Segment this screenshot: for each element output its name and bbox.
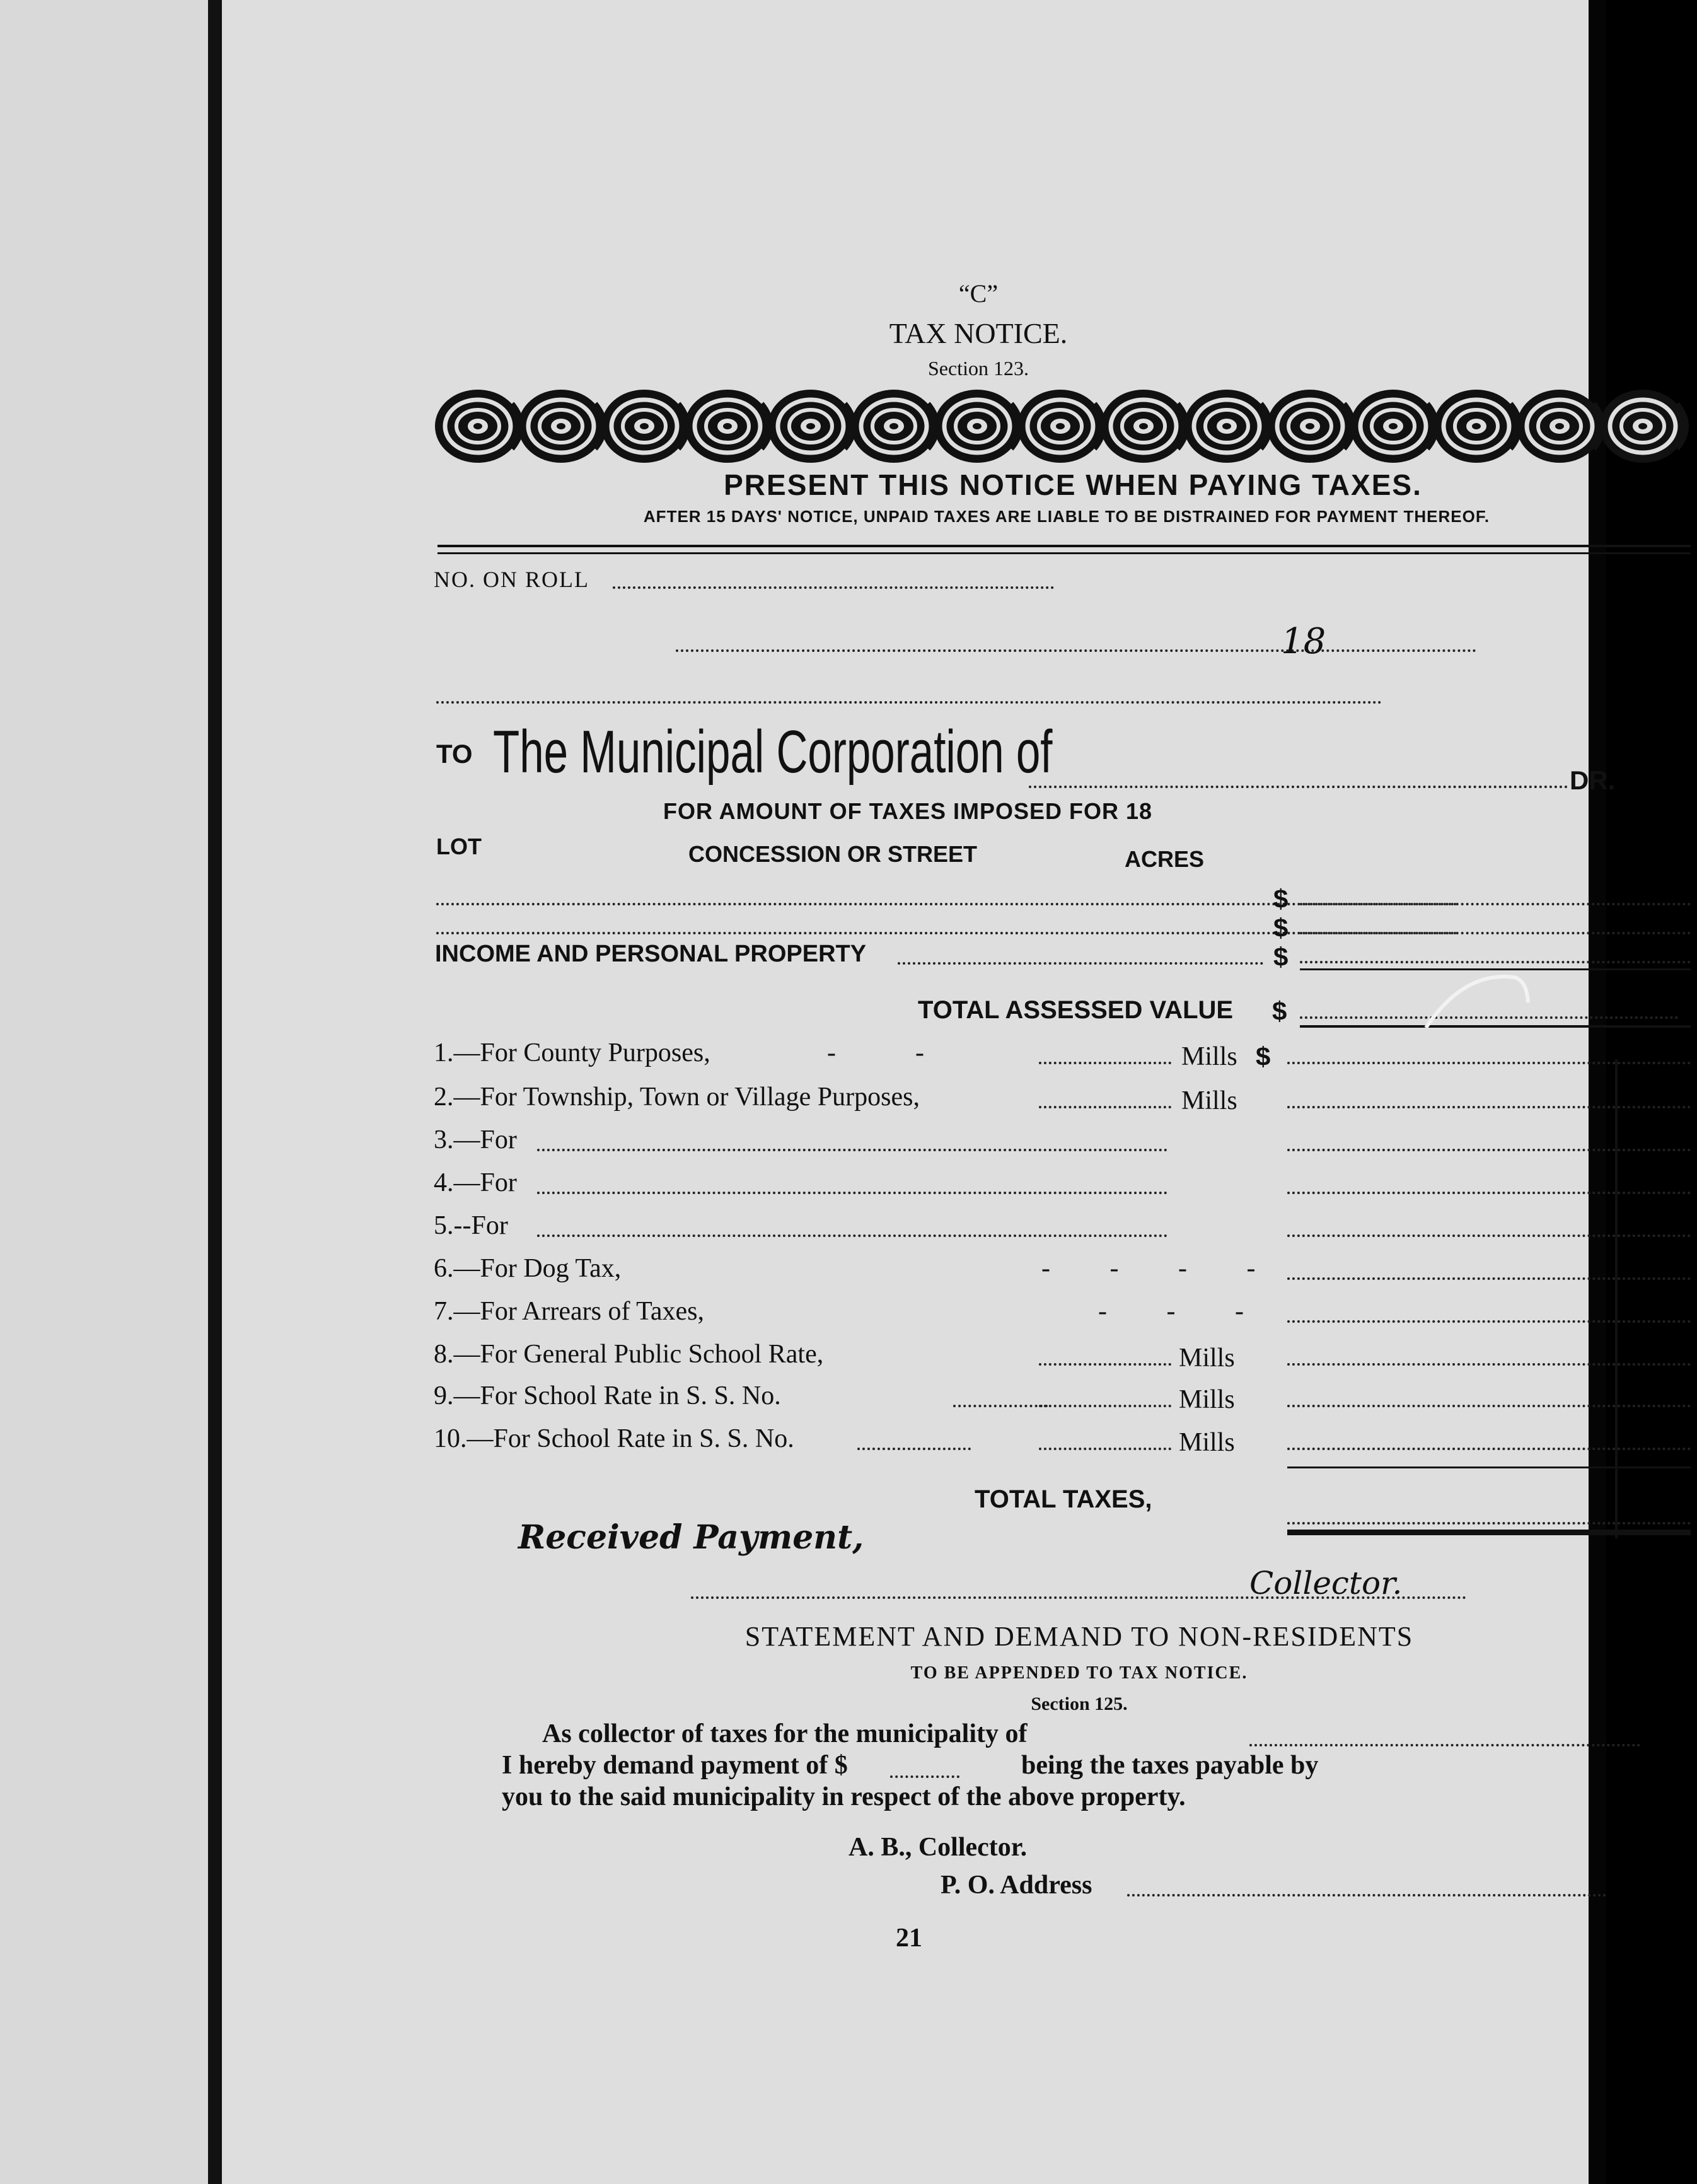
income-row-blank (898, 962, 1263, 965)
to-label: TO (436, 739, 473, 769)
tax-item-4-amount (1287, 1192, 1691, 1194)
tax-item-9-amount (1287, 1405, 1691, 1407)
income-row-amount (1300, 961, 1691, 963)
tax-item-2-number: 2. (434, 1083, 454, 1112)
tax-item-3-label: —For (453, 1125, 517, 1154)
tax-item-10-district-blank (857, 1448, 971, 1450)
tax-item-4-blank (537, 1192, 1167, 1194)
tax-item-10-amount (1287, 1448, 1691, 1450)
tax-item-9-district-blank (953, 1405, 1048, 1407)
header-rule-top (437, 545, 1691, 547)
statement-title: STATEMENT AND DEMAND TO NON-RESIDENTS (744, 1621, 1414, 1652)
tax-item-5 (434, 1211, 508, 1241)
tax-item-10-number: 10. (434, 1424, 467, 1453)
po-address-blank (1127, 1894, 1606, 1896)
tax-item-5-number: 5. (434, 1211, 454, 1240)
tax-item-10-label: —For School Rate in S. S. No. (466, 1424, 794, 1453)
tax-item-1-rate-blank (1039, 1062, 1171, 1064)
page-number: 21 (896, 1924, 922, 1953)
statement-line-1: As collector of taxes for the municipality of (542, 1719, 1028, 1748)
tax-item-7-amount (1287, 1320, 1691, 1323)
total-assessed-value-label: TOTAL ASSESSED VALUE (918, 996, 1234, 1024)
tax-item-8-amount (1287, 1363, 1691, 1366)
property-row-2-amount (1300, 932, 1691, 934)
income-personal-property-label: INCOME AND PERSONAL PROPERTY (435, 941, 867, 967)
collector-label: Collector. (1249, 1565, 1403, 1601)
tax-item-2-unit: Mills (1181, 1086, 1237, 1115)
municipality-blank (1249, 1744, 1640, 1746)
tax-item-9 (434, 1381, 781, 1411)
statement-line-2a: I hereby demand payment of $ (502, 1751, 848, 1780)
tax-item-9-unit: Mills (1179, 1385, 1235, 1414)
statement-line-3: you to the said municipality in respect of the above property. (502, 1782, 1186, 1811)
tax-item-1-amount (1287, 1062, 1691, 1064)
property-row-1-amount (1300, 903, 1691, 905)
corporation-blank (1029, 786, 1568, 788)
tax-item-8-label: —For General Public School Rate, (453, 1340, 824, 1369)
tax-item-5-blank (537, 1234, 1167, 1237)
name-blank (436, 701, 1382, 704)
tax-item-6 (434, 1253, 621, 1284)
total-taxes-double-rule (1287, 1530, 1691, 1535)
tax-item-5-amount (1287, 1234, 1691, 1237)
statement-section: Section 125. (1031, 1693, 1128, 1714)
tax-item-8-unit: Mills (1179, 1344, 1235, 1373)
tax-item-7-number: 7. (434, 1297, 454, 1326)
tax-item-1-number: 1. (434, 1038, 454, 1067)
book-spine (208, 0, 222, 2184)
tax-item-3-amount (1287, 1149, 1691, 1151)
tax-item-10-rate-blank (1039, 1448, 1171, 1450)
tax-item-2 (434, 1082, 920, 1112)
notice-title: TAX NOTICE. (889, 317, 1068, 349)
tax-item-1-spacer: - - (827, 1038, 924, 1067)
tax-item-10-unit: Mills (1179, 1428, 1235, 1457)
tax-item-4 (434, 1168, 517, 1198)
po-address-label: P. O. Address (941, 1871, 1092, 1900)
tax-item-7-label: —For Arrears of Taxes, (453, 1297, 705, 1326)
total-assessed-dollar: $ (1272, 996, 1287, 1026)
present-notice-heading: PRESENT THIS NOTICE WHEN PAYING TAXES. (724, 468, 1422, 501)
corporation-name: The Municipal Corporation of (493, 718, 1053, 786)
lot-column-header: LOT (436, 834, 482, 859)
received-payment-label: Received Payment, (518, 1518, 864, 1557)
tax-item-1-unit: Mills (1181, 1042, 1237, 1071)
section-number: Section 123. (928, 357, 1029, 380)
pencil-mark (1420, 965, 1533, 1040)
tax-item-9-rate-blank (1039, 1405, 1171, 1407)
date-blank (676, 649, 1476, 652)
tax-items-underline (1287, 1467, 1691, 1468)
ornamental-border (436, 386, 1691, 469)
payment-amount-blank (890, 1775, 959, 1778)
concession-column-header: CONCESSION OR STREET (688, 841, 978, 867)
tax-item-6-number: 6. (434, 1254, 454, 1283)
tax-item-7 (434, 1296, 704, 1327)
right-page-edge (1589, 0, 1606, 2184)
tax-item-3 (434, 1125, 517, 1155)
tax-item-6-spacer: - - - - (1041, 1254, 1256, 1283)
tax-item-10 (434, 1424, 794, 1454)
property-row-2-dollar: $ (1273, 913, 1289, 943)
tax-item-1-label: —For County Purposes, (453, 1038, 710, 1067)
tax-item-8 (434, 1339, 823, 1369)
tax-item-3-blank (537, 1149, 1167, 1151)
form-letter: “C” (958, 279, 999, 308)
left-page (0, 0, 208, 2184)
tax-item-1-dollar: $ (1256, 1042, 1271, 1071)
tax-item-4-number: 4. (434, 1168, 454, 1197)
tax-item-9-number: 9. (434, 1381, 454, 1410)
statement-subtitle: TO BE APPENDED TO TAX NOTICE. (910, 1663, 1248, 1683)
signer-label: A. B., Collector. (848, 1833, 1028, 1862)
total-taxes-label: TOTAL TAXES, (975, 1485, 1152, 1513)
acres-column-header: ACRES (1125, 846, 1205, 872)
tax-item-6-label: —For Dog Tax, (453, 1254, 622, 1283)
tax-item-2-rate-blank (1039, 1106, 1171, 1108)
tax-item-2-amount (1287, 1106, 1691, 1108)
year-prefix: 18 (1281, 621, 1326, 662)
property-row-1-dollar: $ (1273, 884, 1289, 914)
tax-item-5-label: --For (453, 1211, 508, 1240)
tax-item-6-amount (1287, 1277, 1691, 1280)
tax-item-4-label: —For (453, 1168, 517, 1197)
tax-item-8-rate-blank (1039, 1363, 1171, 1366)
header-rule-bottom (437, 552, 1691, 554)
tax-item-7-spacer: - - - (1098, 1297, 1244, 1326)
tax-item-2-label: —For Township, Town or Village Purposes, (453, 1083, 920, 1112)
tax-item-9-label: —For School Rate in S. S. No. (453, 1381, 781, 1410)
tax-item-1 (434, 1038, 710, 1068)
total-taxes-amount (1287, 1522, 1691, 1525)
roll-number-label: NO. ON ROLL (434, 567, 589, 592)
tax-item-3-number: 3. (434, 1125, 454, 1154)
tax-item-8-number: 8. (434, 1340, 454, 1369)
distraint-warning: AFTER 15 DAYS' NOTICE, UNPAID TAXES ARE LIABLE TO BE DISTRAINED FOR PAYMENT THEREOF. (643, 507, 1490, 526)
tax-notice-page (222, 0, 1616, 2184)
debit-label: DR. (1570, 765, 1616, 795)
amount-of-taxes-line: FOR AMOUNT OF TAXES IMPOSED FOR 18 (663, 798, 1153, 824)
amount-column-divider (1615, 1059, 1618, 1538)
income-row-dollar: $ (1273, 942, 1289, 972)
roll-number-blank (613, 586, 1054, 589)
statement-line-2b: being the taxes payable by (1021, 1751, 1319, 1780)
